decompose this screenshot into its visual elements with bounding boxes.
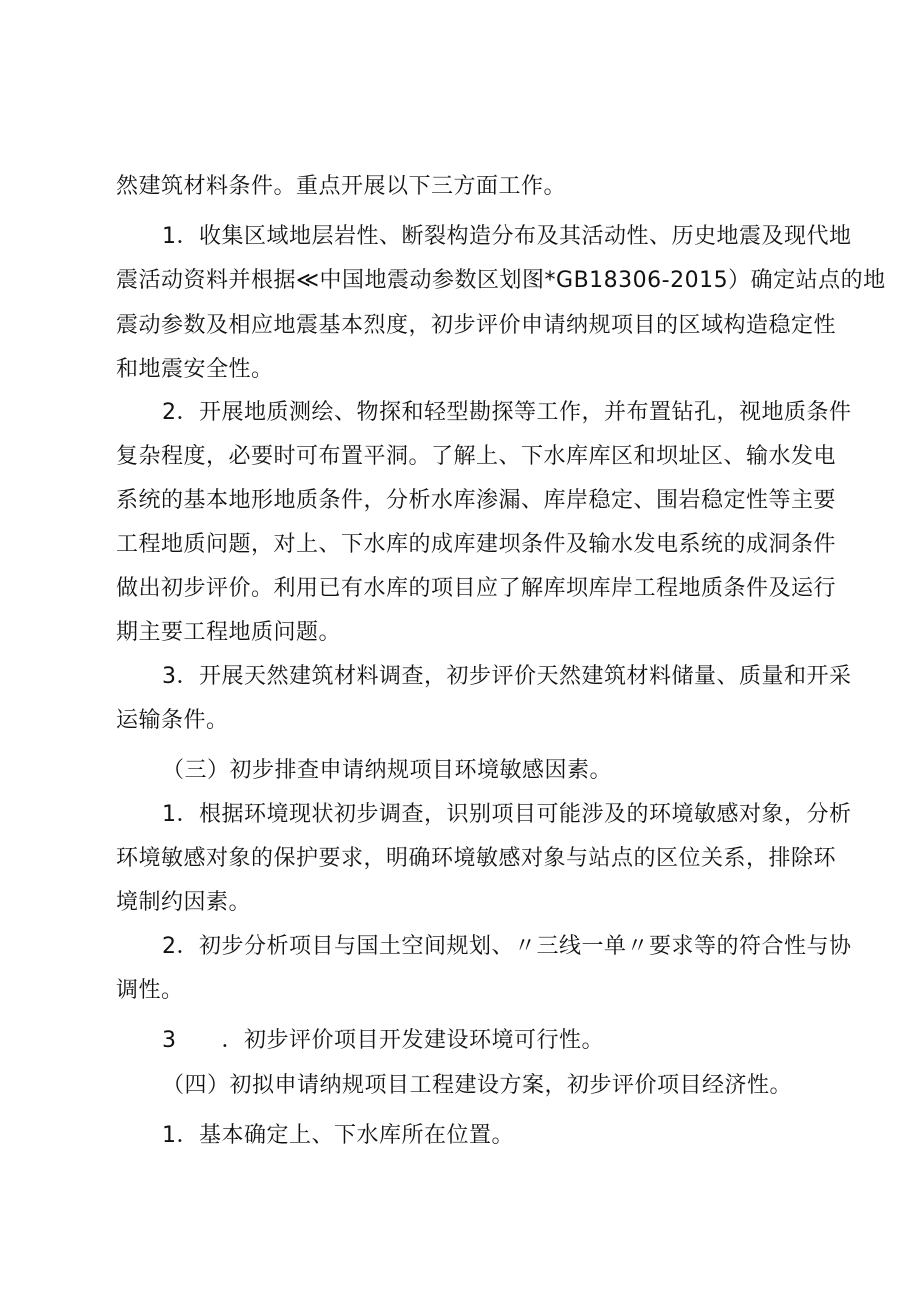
paragraph-line: 做出初步评价。利用已有水库的项目应了解库坝库岸工程地质条件及运行 — [116, 576, 837, 601]
text-line: 然建筑材料条件。重点开展以下三方面工作。 — [116, 174, 567, 199]
paragraph-line: 复杂程度，必要时可布置平洞。了解上、下水库库区和坝址区、输水发电 — [116, 444, 837, 469]
paragraph-line: 和地震安全性。 — [116, 357, 274, 382]
paragraph-line: 1．收集区域地层岩性、断裂构造分布及其活动性、历史地震及现代地 — [162, 224, 852, 249]
paragraph-line: 运输条件。 — [116, 708, 229, 733]
paragraph-line: 2．开展地质测绘、物探和轻型勘探等工作，并布置钻孔，视地质条件 — [162, 400, 852, 425]
section-heading: （四）初拟申请纳规项目工程建设方案，初步评价项目经济性。 — [162, 1073, 793, 1098]
paragraph-line: 工程地质问题，对上、下水库的成库建坝条件及输水发电系统的成洞条件 — [116, 532, 837, 557]
paragraph-line: 1．基本确定上、下水库所在位置。 — [162, 1123, 514, 1148]
paragraph-line: 2．初步分析项目与国土空间规划、〃三线一单〃要求等的符合性与协 — [162, 934, 852, 959]
paragraph-line: 1．根据环境现状初步调查，识别项目可能涉及的环境敏感对象，分析 — [162, 802, 852, 827]
section-heading: （三）初步排查申请纳规项目环境敏感因素。 — [162, 758, 613, 783]
paragraph-line: 震动参数及相应地震基本烈度，初步评价申请纳规项目的区域构造稳定性 — [116, 313, 837, 338]
paragraph-line: 调性。 — [116, 978, 184, 1003]
paragraph-line: 3 ．初步评价项目开发建设环境可行性。 — [162, 1028, 604, 1053]
paragraph-line: 震活动资料并根据≪中国地震动参数区划图*GB18306-2015）确定站点的地 — [116, 268, 886, 293]
paragraph-line: 系统的基本地形地质条件，分析水库渗漏、库岸稳定、围岩稳定性等主要 — [116, 488, 837, 513]
paragraph-line: 3．开展天然建筑材料调查，初步评价天然建筑材料储量、质量和开采 — [162, 664, 852, 689]
paragraph-line: 期主要工程地质问题。 — [116, 620, 342, 645]
paragraph-line: 境制约因素。 — [116, 890, 252, 915]
paragraph-line: 环境敏感对象的保护要求，明确环境敏感对象与站点的区位关系，排除环 — [116, 846, 837, 871]
